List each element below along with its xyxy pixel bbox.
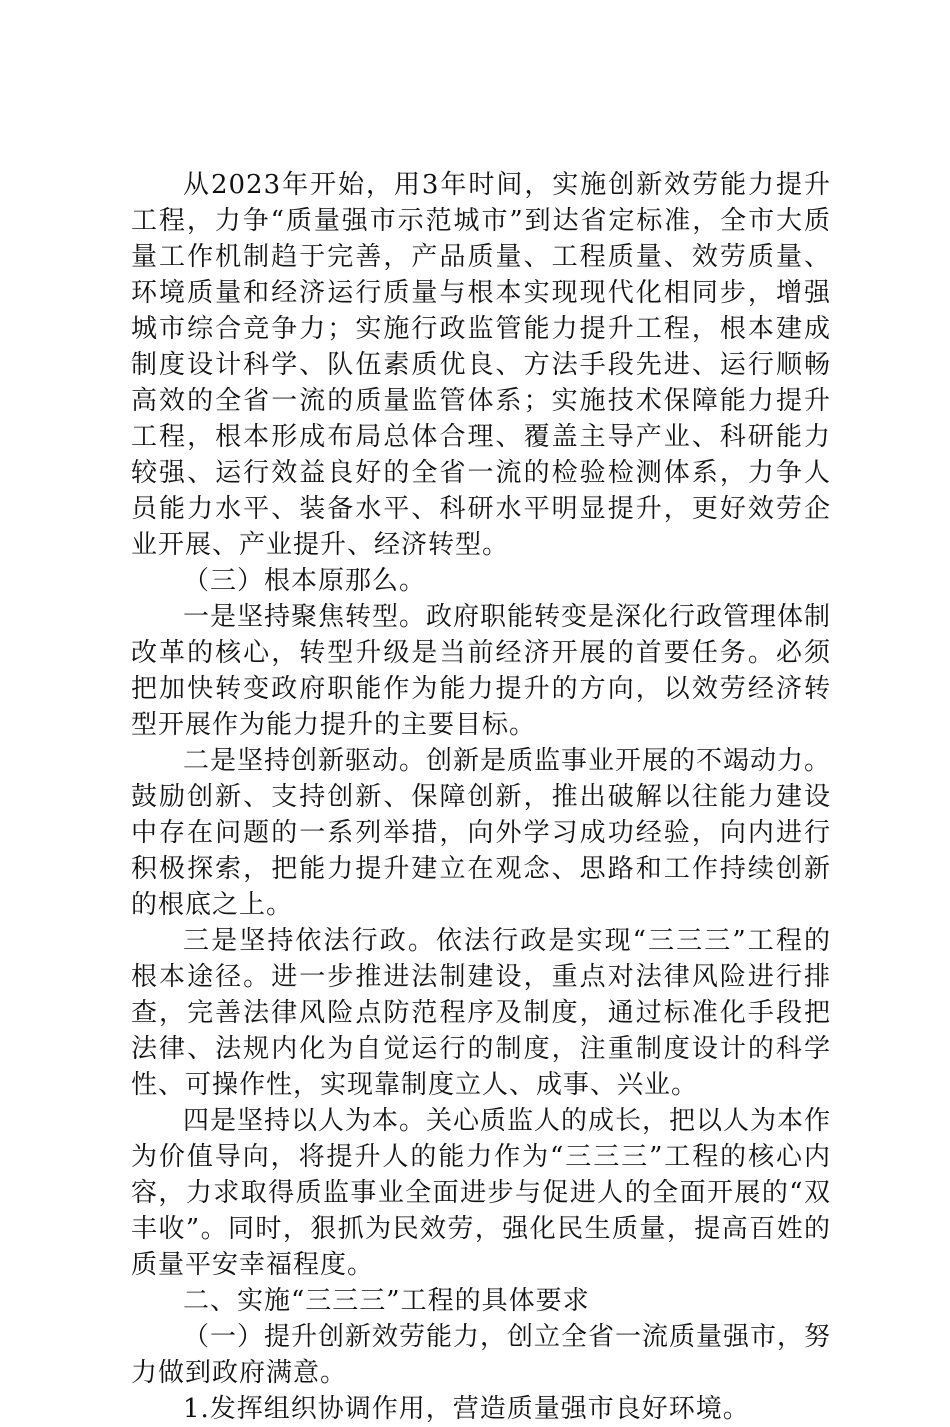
- paragraph-principle-1: 一是坚持聚焦转型。政府职能转变是深化行政管理体制改革的核心，转型升级是当前经济开展的首要任务。必须把加快转变政府职能作为能力提升的方向，以效劳经济转型开展作为能力提升的主要目标。: [131, 602, 832, 740]
- subsection-heading-innovation: （一）提升创新效劳能力，创立全省一流质量强市，努力做到政府满意。: [131, 1322, 832, 1388]
- section-heading-requirements: 二、实施“三三三”工程的具体要求: [183, 1286, 590, 1316]
- item-heading-1: 1.发挥组织协调作用，营造质量强市良好环境。: [183, 1394, 750, 1424]
- paragraph-principle-4: 四是坚持以人为本。关心质监人的成长，把以人为本作为价值导向，将提升人的能力作为“三三三”工程的核心内容，力求取得质监事业全面进步与促进人的全面开展的“双丰收”。同时，狠抓为民效劳，强化民生质量，提高百姓的质量平安幸福程度。: [131, 1106, 832, 1280]
- document-body: [131, 167, 831, 1427]
- section-heading-principles: （三）根本原那么。: [183, 566, 427, 596]
- paragraph-goals: 从2023年开始，用3年时间，实施创新效劳能力提升工程，力争“质量强市示范城市”到达省定标准，全市大质量工作机制趋于完善，产品质量、工程质量、效劳质量、环境质量和经济运行质量与根本实现现代化相同步，增强城市综合竞争力；实施行政监管能力提升工程，根本建成制度设计科学、队伍素质优良、方法手段先进、运行顺畅高效的全省一流的质量监管体系；实施技术保障能力提升工程，根本形成布局总体合理、覆盖主导产业、科研能力较强、运行效益良好的全省一流的检验检测体系，力争人员能力水平、装备水平、科研水平明显提升，更好效劳企业开展、产业提升、经济转型。: [131, 170, 831, 560]
- paragraph-principle-2: 二是坚持创新驱动。创新是质监事业开展的不竭动力。鼓励创新、支持创新、保障创新，推出破解以往能力建设中存在问题的一系列举措，向外学习成功经验，向内进行积极探索，把能力提升建立在观念、思路和工作持续创新的根底之上。: [131, 746, 832, 920]
- paragraph-principle-3: 三是坚持依法行政。依法行政是实现“三三三”工程的根本途径。进一步推进法制建设，重点对法律风险进行排查，完善法律风险点防范程序及制度，通过标准化手段把法律、法规内化为自觉运行的制度，注重制度设计的科学性、可操作性，实现靠制度立人、成事、兴业。: [131, 926, 831, 1100]
